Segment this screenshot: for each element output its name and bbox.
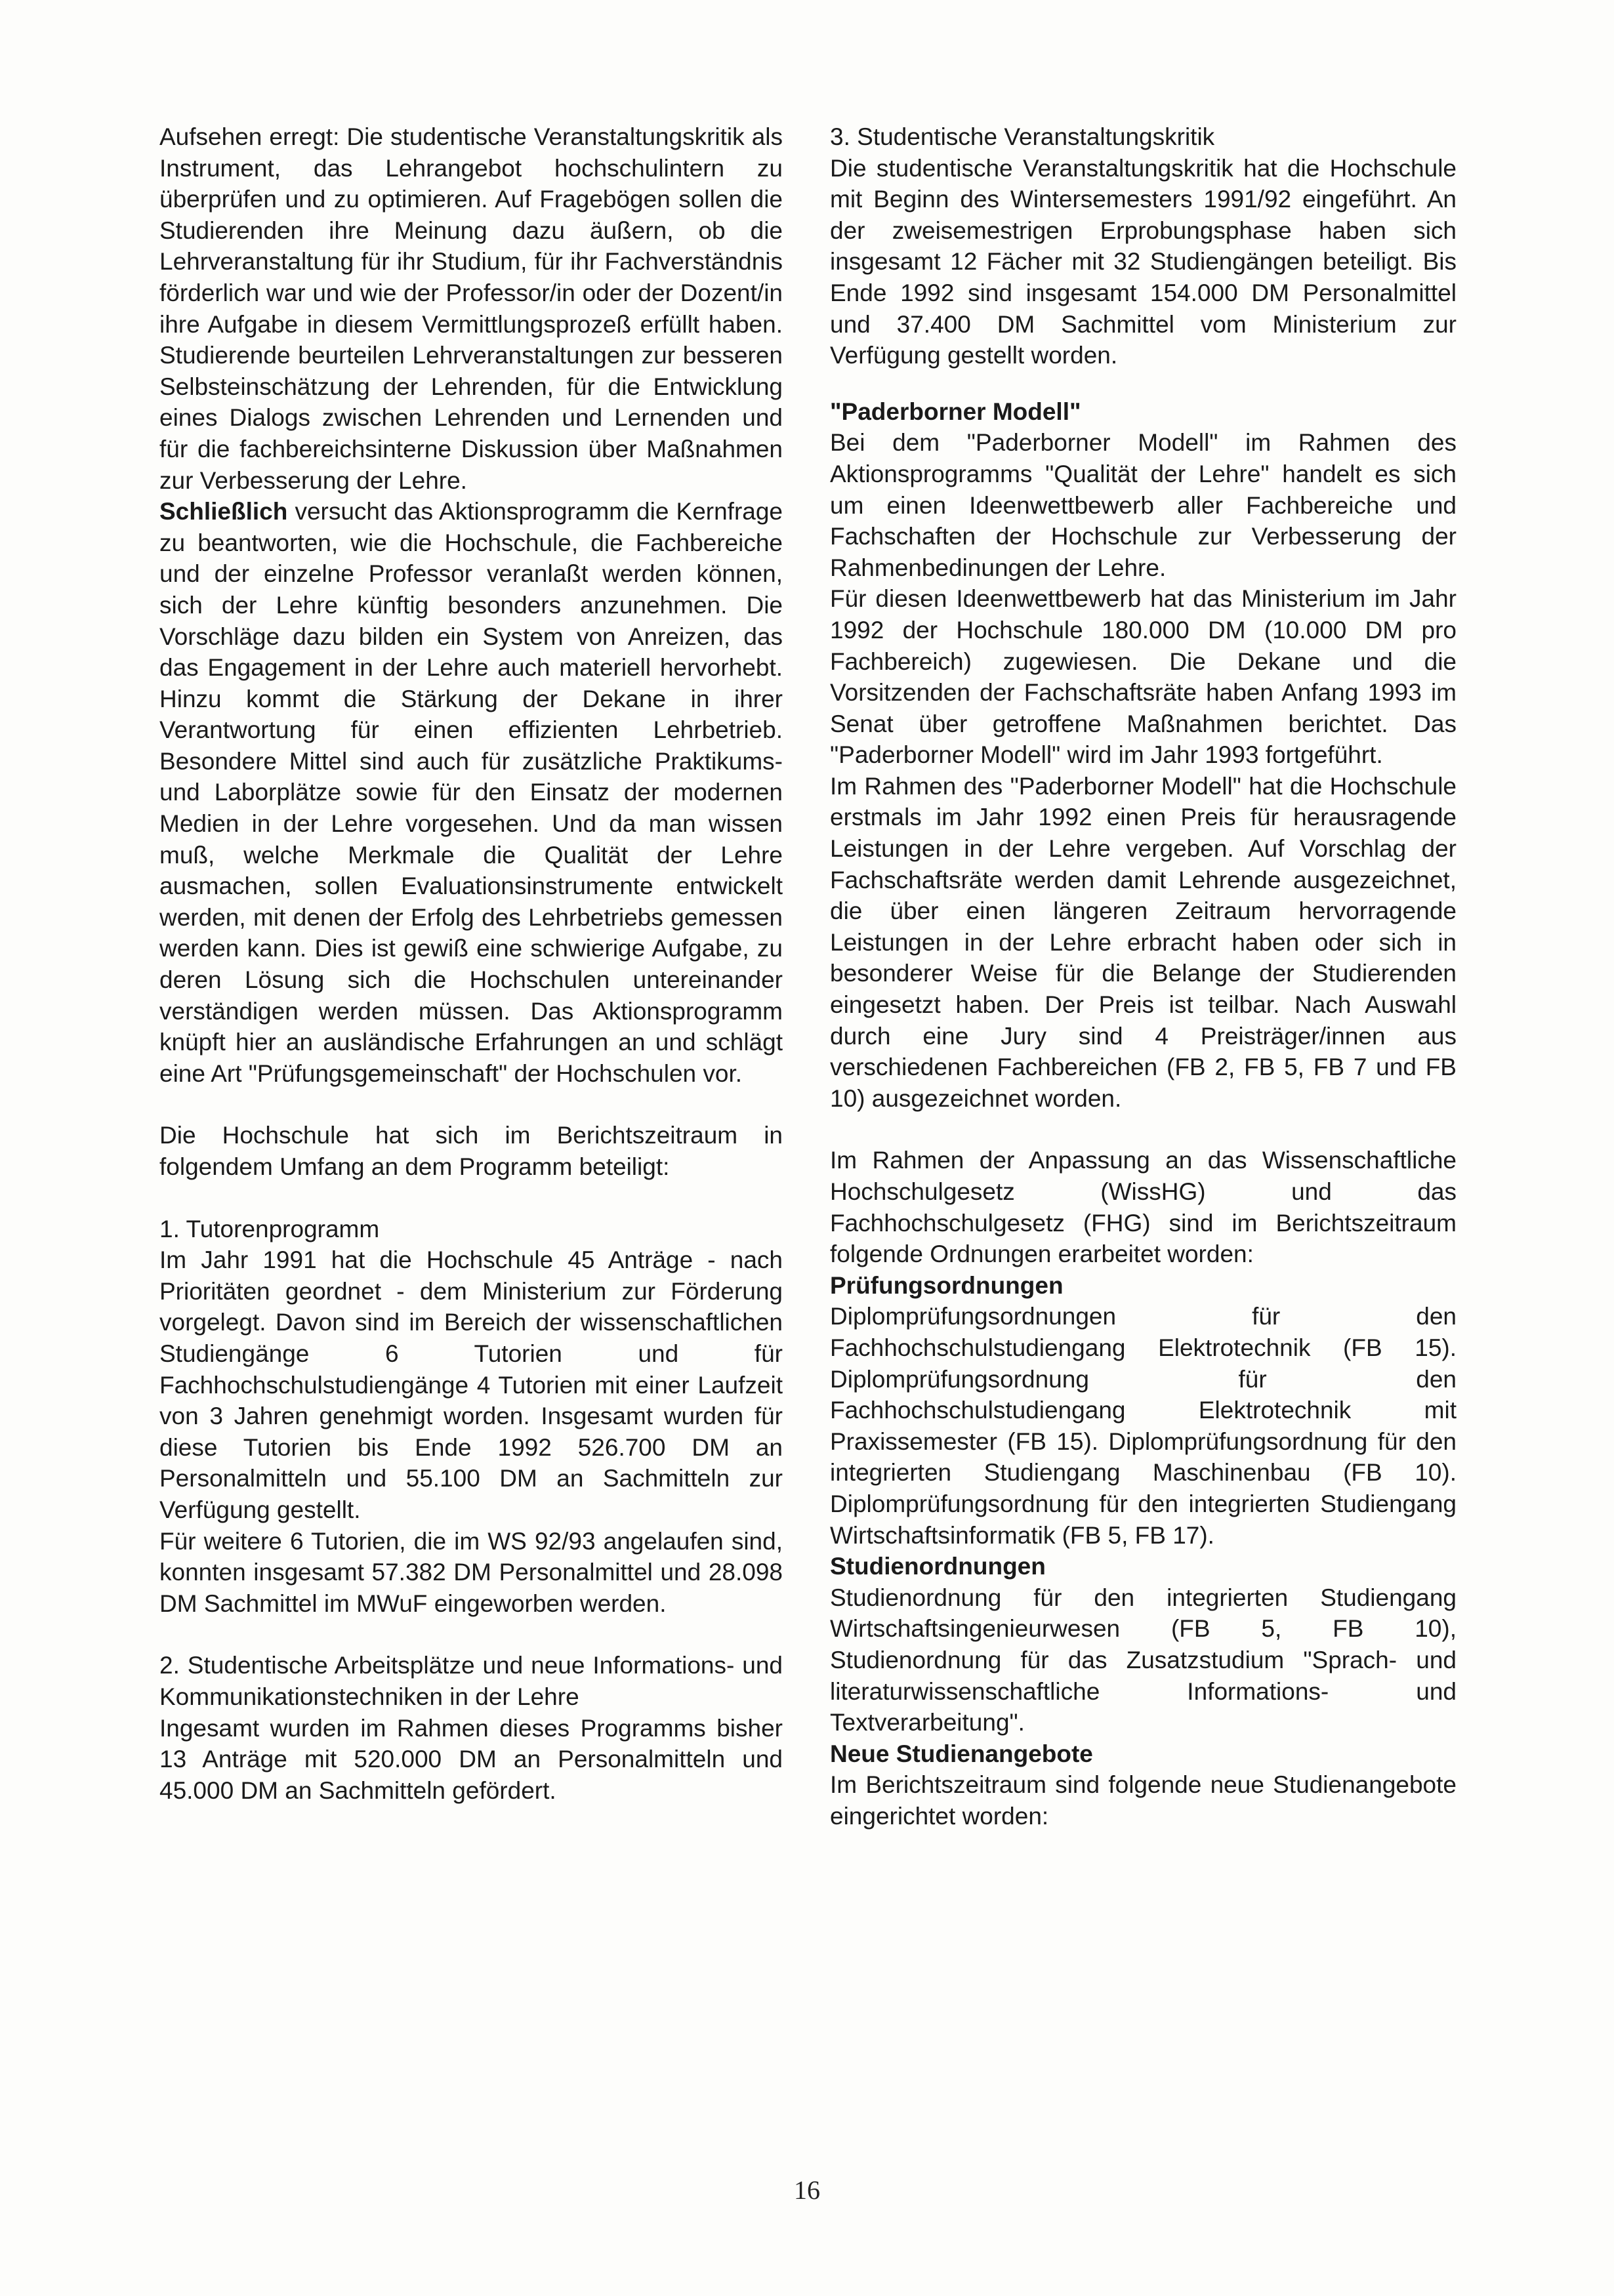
- paderborn-heading: "Paderborner Modell": [830, 398, 1081, 425]
- participation-paragraph: Die Hochschule hat sich im Berichtszeitraum in folgendem Umfang an dem Programm beteiligt:: [159, 1122, 783, 1180]
- paderborn-paragraph-3: Im Rahmen des "Paderborner Modell" hat die Hochschule erstmals im Jahr 1992 einen Preis für herausragende Leistungen in der Lehre vergeben. Auf Vorschlag der Fachschaftsräte werden damit Lehrende ausgezeichnet, die über einen längeren Zeitraum hervorragende Leistungen in der Lehre erbracht haben oder sich in besonderer Weise für die Belange der Studierenden eingesetzt haben. Der Preis ist teilbar. Nach Auswahl durch eine Jury sind 4 Preisträger/innen aus verschiedenen Fachbereichen (FB 2, FB 5, FB 7 und FB 10) ausgezeichnet worden.: [830, 772, 1457, 1112]
- page-number: 16: [794, 2175, 820, 2205]
- section2-paragraph: Ingesamt wurden im Rahmen dieses Programms bisher 13 Anträge mit 520.000 DM an Personalmitteln und 45.000 DM an Sachmitteln gefördert.: [159, 1714, 783, 1804]
- whg-paragraph: Im Rahmen der Anpassung an das Wissenschaftliche Hochschulgesetz (WissHG) und das Fachhochschulgesetz (FHG) sind im Berichtszeitraum folgende Ordnungen erarbeitet worden:: [830, 1147, 1457, 1268]
- neue-studienangebote-paragraph: Im Berichtszeitraum sind folgende neue Studienangebote eingerichtet worden:: [830, 1771, 1457, 1830]
- section1-title: 1. Tutorenprogramm: [159, 1215, 380, 1242]
- section3-paragraph: Die studentische Veranstaltungskritik hat die Hochschule mit Beginn des Wintersemesters 1991/92 eingeführt. An der zweisemestrigen Erprobungsphase haben sich insgesamt 12 Fächer mit 32 Studiengängen beteiligt. Bis Ende 1992 sind insgesamt 154.000 DM Personalmittel und 37.400 DM Sachmittel vom Ministerium zur Verfügung gestellt worden.: [830, 154, 1457, 369]
- schliesslich-paragraph: [159, 496, 783, 1089]
- intro-paragraph: Aufsehen erregt: Die studentische Veranstaltungskritik als Instrument, das Lehrangebot hochschulintern zu überprüfen und zu optimieren. Auf Fragebögen sollen die Studierenden ihre Meinung dazu äußern, ob die Lehrveranstaltung für ihr Studium, für ihr Fachverständnis förderlich war und wie der Professor/in oder der Dozent/in ihre Aufgabe in diesem Vermittlungsprozeß erfüllt haben. Studierende beurteilen Lehrveranstaltungen zur besseren Selbsteinschätzung der Lehrenden, für die Entwicklung eines Dialogs zwischen Lehrenden und Lernenden und für die fachbereichsinterne Diskussion über Maßnahmen zur Verbesserung der Lehre.: [159, 123, 783, 494]
- paderborn-paragraph-1: Bei dem "Paderborner Modell" im Rahmen des Aktionsprogramms "Qualität der Lehre" handelt es sich um einen Ideenwettbewerb aller Fachbereiche und Fachschaften der Hochschule zur Verbesserung der Rahmenbedinungen der Lehre.: [830, 429, 1457, 581]
- section1-paragraph-2: Für weitere 6 Tutorien, die im WS 92/93 angelaufen sind, konnten insgesamt 57.382 DM Personalmittel und 28.098 DM Sachmittel im MWuF eingeworben werden.: [159, 1527, 783, 1617]
- right-column: [830, 121, 1457, 1832]
- paderborn-paragraph-2: Für diesen Ideenwettbewerb hat das Ministerium im Jahr 1992 der Hochschule 180.000 DM (10.000 DM pro Fachbereich) zugewiesen. Die Dekane und die Vorsitzenden der Fachschaftsräte haben Anfang 1993 im Senat über getroffene Maßnahmen berichtet. Das "Paderborner Modell" wird im Jahr 1993 fortgeführt.: [830, 585, 1457, 769]
- left-column: [159, 121, 783, 1806]
- pruefungsordnungen-paragraph: Diplomprüfungsordnungen für den Fachhochschulstudiengang Elektrotechnik (FB 15). Diplomprüfungsordnung für den Fachhochschulstudiengang Elektrotechnik mit Praxissemester (FB 15). Diplomprüfungsordnung für den integrierten Studiengang Maschinenbau (FB 10). Diplomprüfungsordnung für den integrierten Studiengang Wirtschaftsinformatik (FB 5, FB 17).: [830, 1303, 1457, 1549]
- schliesslich-text: versucht das Aktionsprogramm die Kernfrage zu beantworten, wie die Hochschule, die Fachbereiche und der einzelne Professor veranlaßt werden können, sich der Lehre künftig besonders anzunehmen. Die Vorschläge dazu bilden ein System von Anreizen, das das Engagement in der Lehre auch materiell hervorhebt. Hinzu kommt die Stärkung der Dekane in ihrer Verantwortung für einen effizienten Lehrbetrieb. Besondere Mittel sind auch für zusätzliche Praktikums- und Laborplätze sowie für den Einsatz der modernen Medien in der Lehre vorgesehen. Und da man wissen muß, welche Merkmale die Qualität der Lehre ausmachen, sollen Evaluationsinstrumente entwickelt werden, mit denen der Erfolg des Lehrbetriebs gemessen werden kann. Dies ist gewiß eine schwierige Aufgabe, zu deren Lösung sich die Hochschulen untereinander verständigen werden müssen. Das Aktionsprogramm knüpft hier an ausländische Erfahrungen an und schlägt eine Art "Prüfungsgemeinschaft" der Hochschulen vor.: [159, 498, 783, 1087]
- section1-paragraph: Im Jahr 1991 hat die Hochschule 45 Anträge - nach Prioritäten geordnet - dem Ministerium zur Förderung vorgelegt. Davon sind im Bereich der wissenschaftlichen Studiengänge 6 Tutorien und für Fachhochschulstudiengänge 4 Tutorien mit einer Laufzeit von 3 Jahren genehmigt worden. Insgesamt wurden für diese Tutorien bis Ende 1992 526.700 DM an Personalmitteln und 55.100 DM an Sachmitteln zur Verfügung gestellt.: [159, 1246, 783, 1523]
- section2-title: 2. Studentische Arbeitsplätze und neue Informations- und Kommunikationstechniken in der Lehre: [159, 1652, 783, 1710]
- studienordnungen-paragraph: Studienordnung für den integrierten Studiengang Wirtschaftsingenieurwesen (FB 5, FB 10), Studienordnung für das Zusatzstudium "Sprach- und literaturwissenschaftliche Informations- und Textverarbeitung".: [830, 1584, 1457, 1736]
- studienordnungen-heading: Studienordnungen: [830, 1553, 1046, 1580]
- neue-studienangebote-heading: Neue Studienangebote: [830, 1740, 1093, 1767]
- schliesslich-bold-word: Schließlich: [159, 498, 288, 525]
- pruefungsordnungen-heading: Prüfungsordnungen: [830, 1271, 1064, 1299]
- section3-title: 3. Studentische Veranstaltungskritik: [830, 123, 1215, 150]
